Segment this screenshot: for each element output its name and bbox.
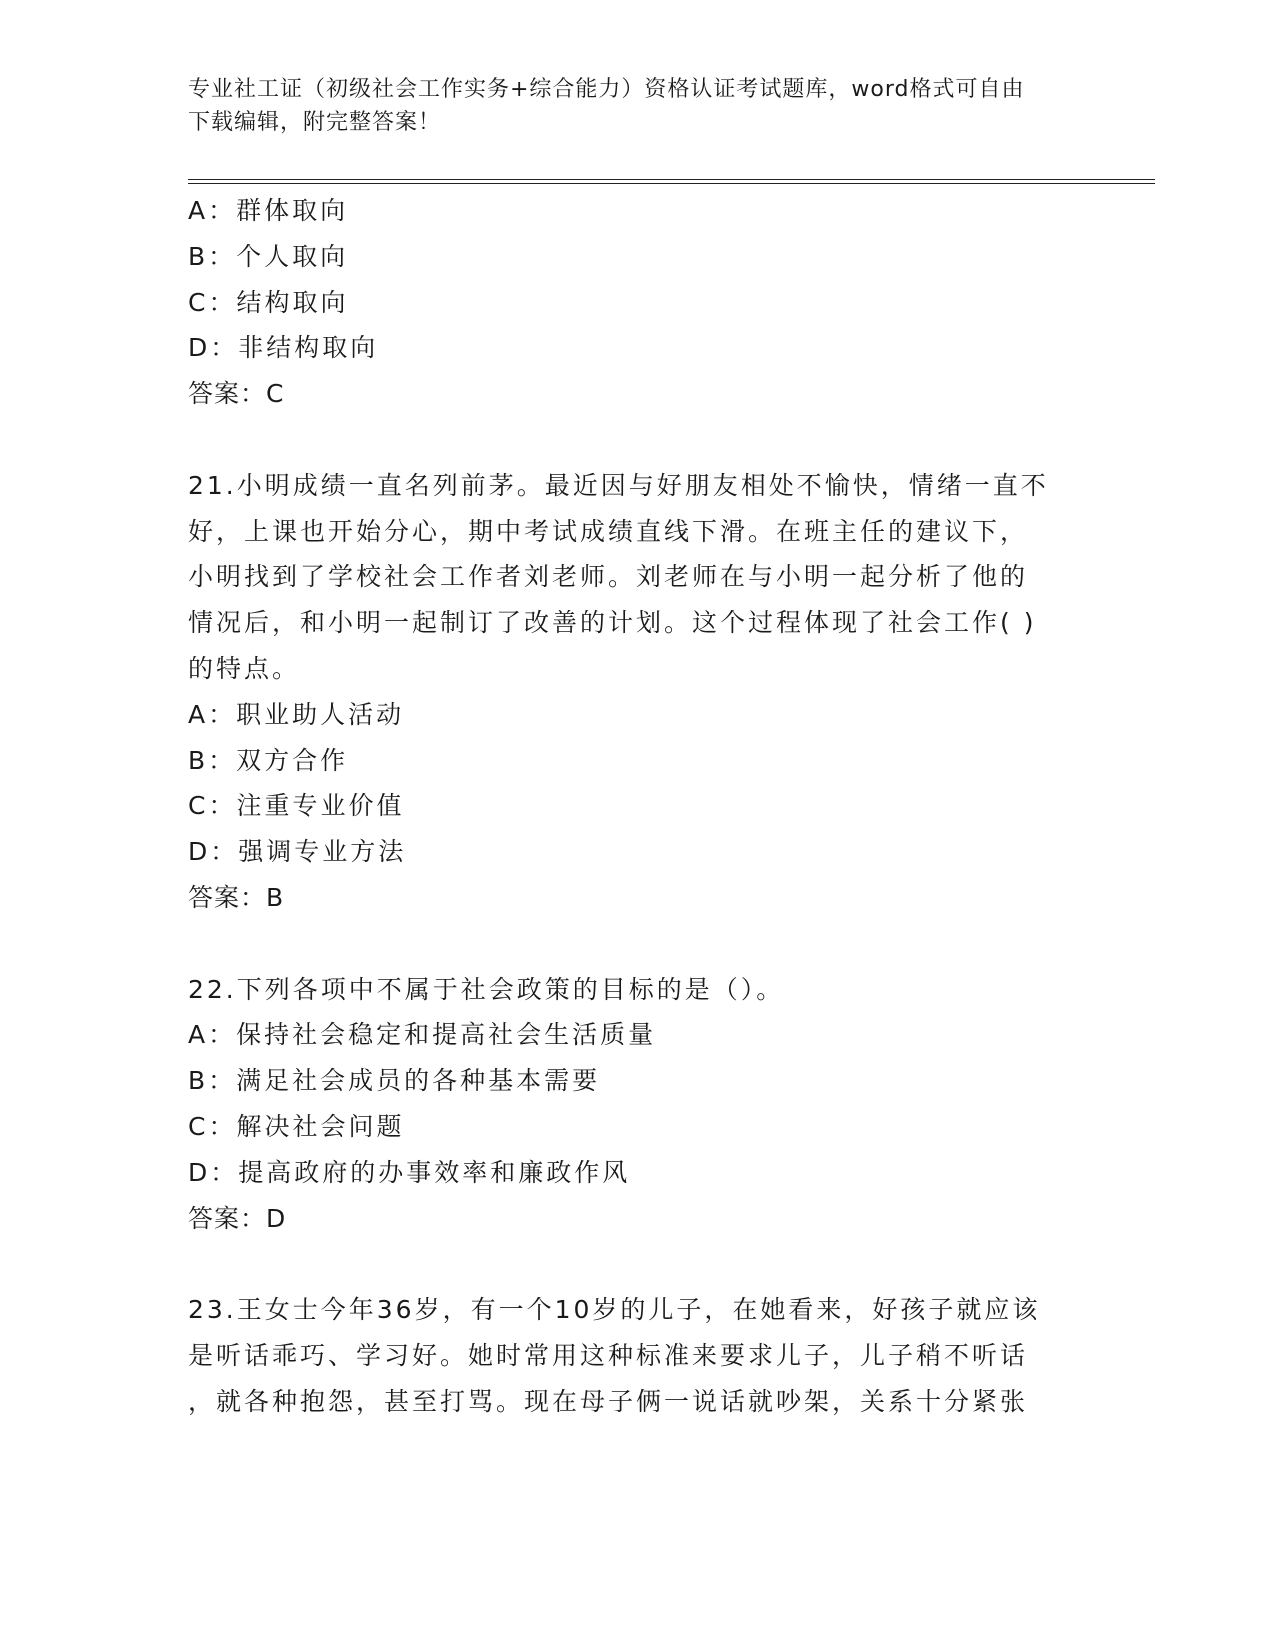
- question-stem-line: 22.下列各项中不属于社会政策的目标的是（）。: [188, 974, 785, 1004]
- header-line-2: 下载编辑，附完整答案！: [188, 110, 442, 135]
- question-list: [188, 188, 1088, 1425]
- document-header: [188, 73, 1088, 139]
- option-d: D：非结构取向: [188, 333, 379, 363]
- option-c: C：解决社会问题: [188, 1111, 405, 1141]
- option-d: D：强调专业方法: [188, 837, 407, 867]
- option-a: A：群体取向: [188, 196, 349, 225]
- question-stem-line: 情况后，和小明一起制订了改善的计划。这个过程体现了社会工作( ): [188, 608, 1037, 638]
- option-b: B：双方合作: [188, 745, 349, 775]
- option-c: C：结构取向: [188, 287, 349, 317]
- header-line-1: 专业社工证（初级社会工作实务+综合能力）资格认证考试题库，word格式可自由: [188, 77, 1025, 102]
- header-divider-top: [188, 179, 1155, 180]
- answer: 答案：B: [188, 882, 285, 912]
- question-23: [188, 1287, 1088, 1424]
- question-stem-line: 是听话乖巧、学习好。她时常用这种标准来要求儿子，儿子稍不听话: [188, 1340, 1029, 1370]
- question-20: [188, 188, 1088, 417]
- option-d: D：提高政府的办事效率和廉政作风: [188, 1157, 631, 1187]
- question-stem-line: 的特点。: [188, 653, 301, 683]
- option-a: A：保持社会稳定和提高社会生活质量: [188, 1020, 657, 1050]
- answer: 答案：D: [188, 1203, 287, 1233]
- option-b: B：个人取向: [188, 241, 349, 271]
- option-a: A：职业助人活动: [188, 699, 405, 729]
- question-stem-line: 小明找到了学校社会工作者刘老师。刘老师在与小明一起分析了他的: [188, 562, 1029, 592]
- question-stem-line: 好，上课也开始分心，期中考试成绩直线下滑。在班主任的建议下，: [188, 516, 1029, 546]
- answer: 答案：C: [188, 379, 285, 409]
- question-21: [188, 463, 1088, 921]
- option-c: C：注重专业价值: [188, 791, 405, 821]
- question-stem-line: 21.小明成绩一直名列前茅。最近因与好朋友相处不愉快，情绪一直不: [188, 470, 1049, 500]
- question-stem-line: ，就各种抱怨，甚至打骂。现在母子俩一说话就吵架，关系十分紧张: [188, 1386, 1029, 1416]
- question-stem-line: 23.王女士今年36岁，有一个10岁的儿子，在她看来，好孩子就应该: [188, 1295, 1041, 1325]
- option-b: B：满足社会成员的各种基本需要: [188, 1066, 601, 1096]
- question-22: [188, 967, 1088, 1242]
- header-divider-bottom: [188, 183, 1155, 184]
